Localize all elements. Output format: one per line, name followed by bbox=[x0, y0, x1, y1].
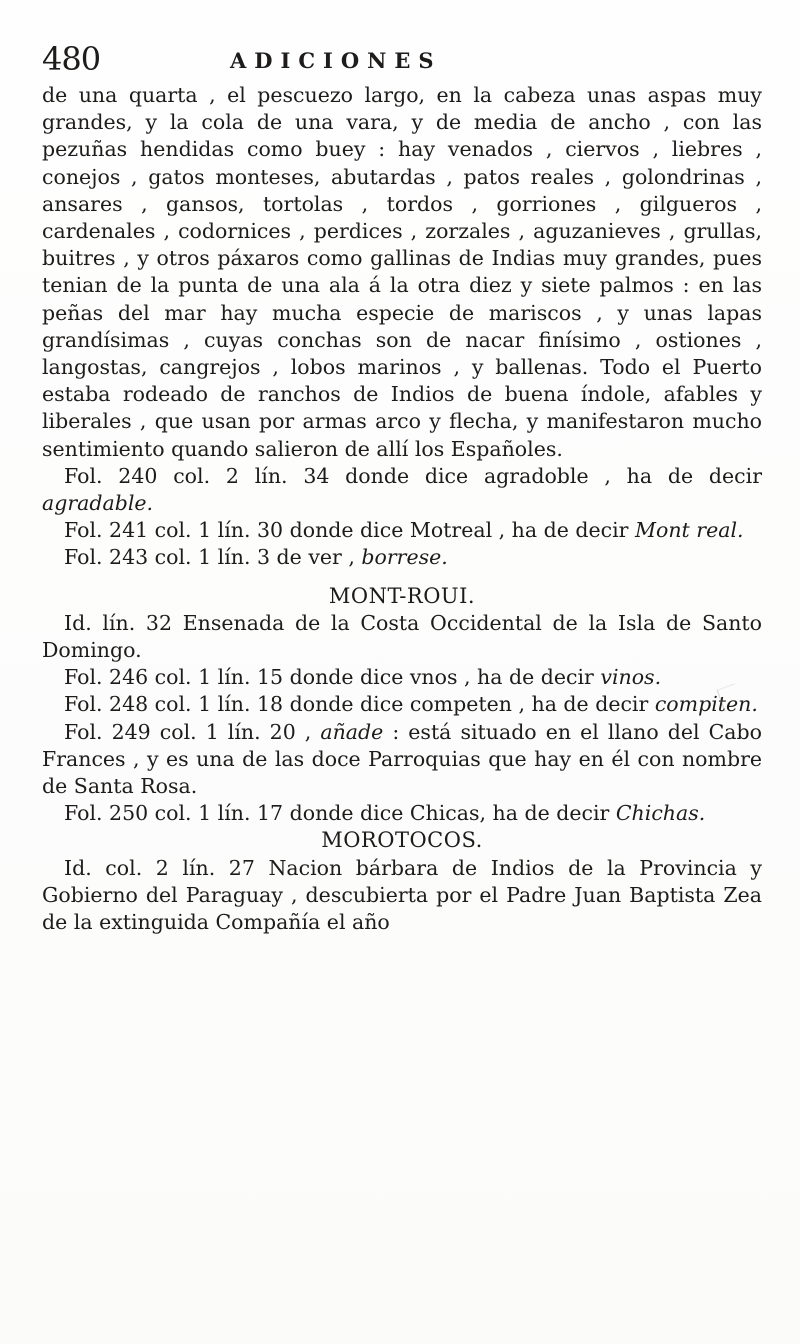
errata-entry: Fol. 240 col. 2 lín. 34 donde dice agradoble , ha de decir agradable. bbox=[42, 463, 762, 516]
section-title-morotocos: MOROTOCOS. bbox=[321, 828, 483, 853]
errata-entry: Fol. 241 col. 1 lín. 30 donde dice Motreal , ha de decir Mont real. bbox=[64, 518, 744, 543]
errata-entry: Fol. 250 col. 1 lín. 17 donde dice Chicas, ha de decir Chichas. bbox=[64, 801, 706, 826]
page-number: 480 bbox=[42, 40, 101, 78]
errata-entry: Fol. 246 col. 1 lín. 15 donde dice vnos , ha de decir vinos. bbox=[64, 665, 662, 690]
running-head: ADICIONES bbox=[230, 48, 442, 73]
page-header bbox=[42, 40, 762, 80]
section-title-mont-roui: MONT-ROUI. bbox=[328, 583, 476, 608]
errata-entry: Id. col. 2 lín. 27 Nacion bárbara de Indios de la Provincia y Gobierno del Paraguay , descubierta por el Padre Juan Baptista Zea de la extinguida Compañía el año bbox=[42, 855, 762, 935]
section-spacer bbox=[42, 572, 762, 583]
errata-entry: Fol. 243 col. 1 lín. 3 de ver , borrese. bbox=[64, 545, 448, 570]
errata-entry: Id. lín. 32 Ensenada de la Costa Occidental de la Isla de Santo Domingo. bbox=[42, 610, 762, 663]
continued-paragraph: de una quarta , el pescuezo largo, en la cabeza unas aspas muy grandes, y la cola de una vara, y de media de ancho , con las pezuñas hendidas como buey : hay venados , ciervos , liebres , conejos , gatos monteses, abutardas , patos reales , golondrinas , ansares , gansos, tortolas , tordos , gorriones , gilgueros , cardenales , codornices , perdices , zorzales , aguzanieves , grullas, buitres , y otros páxaros como gallinas de Indias muy grandes, pues tenian de la punta de una ala á la otra diez y siete palmos : en las peñas del mar hay mucha especie de mariscos , y unas lapas grandísimas , cuyas conchas son de nacar finísimo , ostiones , langostas, cangrejos , lobos marinos , y ballenas. Todo el Puerto estaba rodeado de ranchos de Indios de buena índole, afables y liberales , que usan por armas arco y flecha, y manifestaron mucho sentimiento quando salieron de allí los Españoles. bbox=[42, 83, 762, 461]
body-text bbox=[42, 82, 762, 936]
errata-entry: Fol. 249 col. 1 lín. 20 , añade : está situado en el llano del Cabo Frances , y es una de las doce Parroquias que hay en él con nombre de Santa Rosa. bbox=[42, 719, 762, 799]
errata-entry: Fol. 248 col. 1 lín. 18 donde dice competen , ha de decir compiten. bbox=[64, 692, 758, 717]
